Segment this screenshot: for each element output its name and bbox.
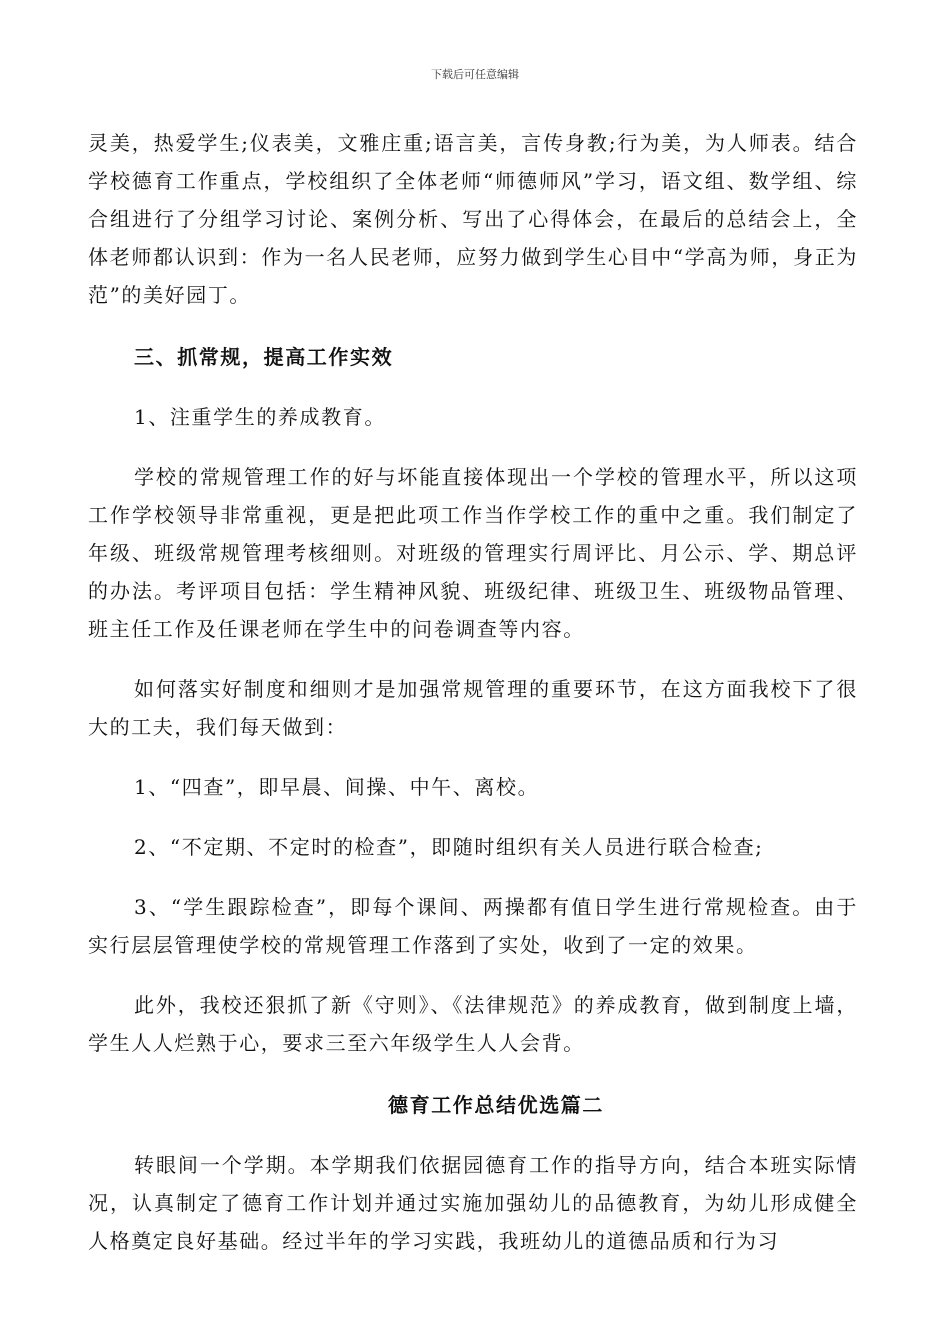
list-item: 1、“四查”，即早晨、间操、中午、离校。 [134,775,540,799]
section-heading: 三、抓常规，提高工作实效 [134,345,394,369]
article-title: 德育工作总结优选篇二 [388,1093,604,1117]
list-item: 1、注重学生的养成教育。 [134,405,386,429]
page-header: 下载后可任意编辑 [431,68,519,81]
paragraph: 如何落实好制度和细则才是加强常规管理的重要环节，在这方面我校下了很大的工夫，我们每天做到： [88,677,858,739]
paragraph: 转眼间一个学期。本学期我们依据园德育工作的指导方向，结合本班实际情况，认真制定了德育工作计划并通过实施加强幼儿的品德教育，为幼儿形成健全人格奠定良好基础。经过半年的学习实践，我班幼儿的道德品质和行为习 [88,1153,858,1253]
document-body [88,124,858,1260]
paragraph: 此外，我校还狠抓了新《守则》、《法律规范》的养成教育，做到制度上墙，学生人人烂熟于心，要求三至六年级学生人人会背。 [88,993,858,1055]
list-item: 2、“不定期、不定时的检查”，即随时组织有关人员进行联合检查; [134,835,764,859]
paragraph: 学校的常规管理工作的好与坏能直接体现出一个学校的管理水平，所以这项工作学校领导非常重视，更是把此项工作当作学校工作的重中之重。我们制定了年级、班级常规管理考核细则。对班级的管理实行周评比、月公示、学、期总评的办法。考评项目包括：学生精神风貌、班级纪律、班级卫生、班级物品管理、班主任工作及任课老师在学生中的问卷调查等内容。 [88,465,858,641]
list-item: 3、“学生跟踪检查”，即每个课间、两操都有值日学生进行常规检查。由于实行层层管理使学校的常规管理工作落到了实处，收到了一定的效果。 [88,895,858,957]
paragraph: 灵美，热爱学生;仪表美，文雅庄重;语言美，言传身教;行为美，为人师表。结合学校德育工作重点，学校组织了全体老师“师德师风”学习，语文组、数学组、综合组进行了分组学习讨论、案例分析、写出了心得体会，在最后的总结会上，全体老师都认识到：作为一名人民老师，应努力做到学生心目中“学高为师，身正为范”的美好园丁。 [88,131,858,307]
